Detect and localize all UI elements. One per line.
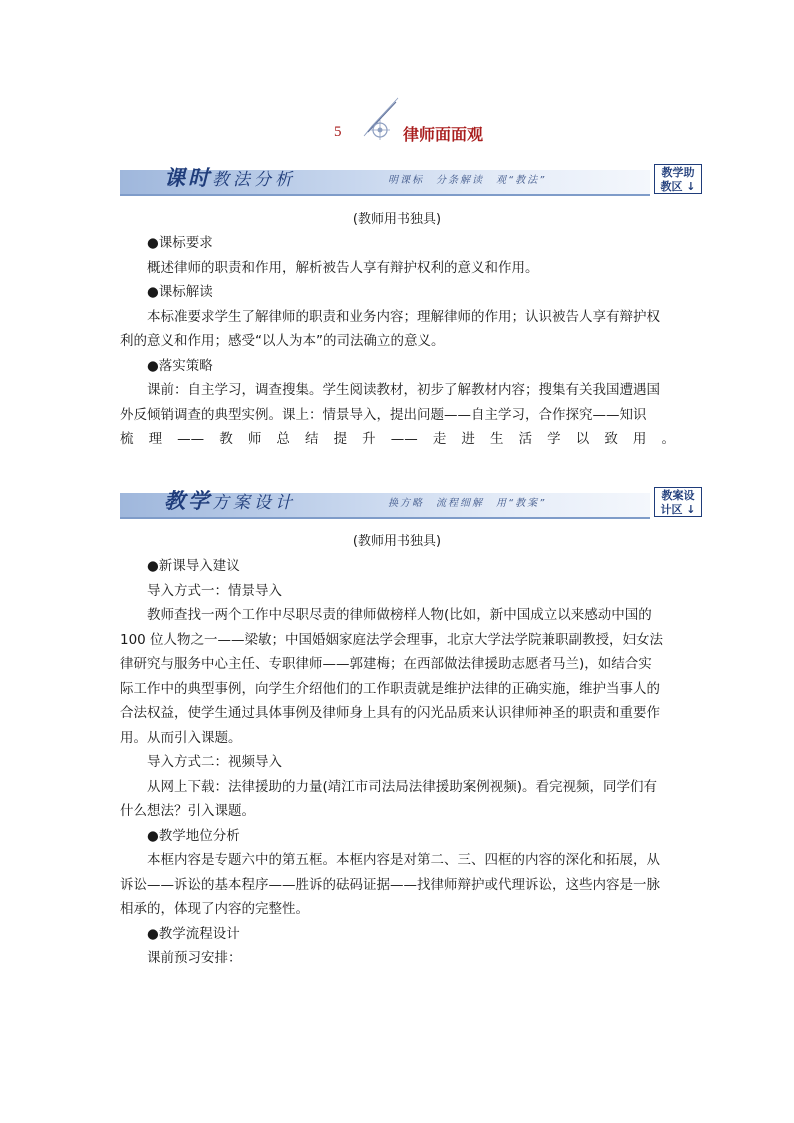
teacher-only-note: (教师用书独具) bbox=[352, 212, 442, 227]
section-lesson-analysis bbox=[120, 231, 675, 452]
paragraph-line: 课前：自主学习，调查搜集。学生阅读教材，初步了解教材内容；搜集有关我国遭遇国 bbox=[147, 382, 660, 398]
paragraph-line: 本标准要求学生了解律师的职责和业务内容；理解律师的作用；认识被告人享有辩护权 bbox=[147, 308, 660, 325]
paragraph-line: 利的意义和作用；感受“以人为本”的司法确立的意义。 bbox=[120, 333, 445, 349]
banner-heading-rest: 方案设计 bbox=[212, 493, 296, 513]
paragraph-line: 本框内容是专题六中的第五框。本框内容是对第二、三、四框的内容的深化和拓展，从 bbox=[147, 852, 660, 868]
banner-teaching-plan bbox=[120, 487, 704, 521]
heading-curriculum-interpretation: ●课标解读 bbox=[147, 284, 213, 300]
heading-new-lesson-intro: ●新课导入建议 bbox=[147, 558, 240, 574]
box-line-1: 教学助 bbox=[661, 166, 695, 179]
paragraph-line: 教师查找一两个工作中尽职尽责的律师做榜样人物(比如，新中国成立以来感动中国的 bbox=[147, 607, 652, 623]
lesson-plan-zone-link[interactable] bbox=[654, 487, 702, 517]
section-teaching-plan bbox=[120, 554, 675, 971]
banner-tagline: 明课标 分条解读 观“教法” bbox=[388, 175, 547, 186]
banner-heading bbox=[164, 162, 296, 192]
heading-curriculum-requirement: ●课标要求 bbox=[147, 235, 213, 251]
lesson-title bbox=[0, 96, 794, 156]
paragraph-line: 100 位人物之一——梁敏；中国婚姻家庭法学会理事，北京大学法学院兼职副教授，妇女法 bbox=[120, 631, 664, 648]
box-line-2: 计区 ↓ bbox=[660, 503, 696, 516]
paragraph-line: 际工作中的典型事例，向学生介绍他们的工作职责就是维护法律的正确实施，维护当事人的 bbox=[120, 680, 660, 697]
pen-compass-icon bbox=[358, 96, 402, 142]
pre-class-arrangement: 课前预习安排： bbox=[147, 950, 242, 966]
paragraph-line: 诉讼——诉讼的基本程序——胜诉的砝码证据——找律师辩护或代理诉讼，这些内容是一脉 bbox=[120, 876, 660, 893]
paragraph-line: 律研究与服务中心主任、专职律师——郭建梅；在西部做法律援助志愿者马兰)，如结合实 bbox=[120, 656, 652, 672]
box-line-1: 教案设 bbox=[661, 489, 695, 502]
intro-method-1: 导入方式一：情景导入 bbox=[147, 582, 282, 599]
banner-heading-first: 课时 bbox=[164, 165, 212, 190]
heading-teaching-flow: ●教学流程设计 bbox=[147, 925, 240, 942]
paragraph-line: 相承的，体现了内容的完整性。 bbox=[120, 901, 309, 917]
banner-heading bbox=[164, 485, 296, 515]
paragraph-line: 用。从而引入课题。 bbox=[120, 729, 242, 746]
banner-heading-first: 教学 bbox=[164, 488, 212, 513]
lesson-title-text: 律师面面观 bbox=[403, 125, 484, 144]
paragraph: 概述律师的职责和作用，解析被告人享有辩护权利的意义和作用。 bbox=[147, 259, 539, 276]
banner-tagline: 换方略 流程细解 用“教案” bbox=[388, 498, 547, 509]
heading-teaching-position: ●教学地位分析 bbox=[147, 827, 240, 844]
box-line-2: 教区 ↓ bbox=[660, 180, 696, 193]
lesson-number: 5 bbox=[334, 124, 342, 140]
teacher-only-note: (教师用书独具) bbox=[352, 534, 442, 549]
paragraph-line: 什么想法？引入课题。 bbox=[120, 803, 255, 819]
teaching-aid-zone-link[interactable] bbox=[654, 164, 702, 194]
paragraph-line: 外反倾销调查的典型实例。课上：情景导入，提出问题——自主学习，合作探究——知识 bbox=[120, 406, 647, 423]
heading-implementation-strategy: ●落实策略 bbox=[147, 357, 213, 374]
paragraph-line: 从网上下载：法律援助的力量(靖江市司法局法律援助案例视频)。看完视频，同学们有 bbox=[147, 778, 658, 795]
paragraph-line: 梳理——教师总结提升——走进生活学以致用。 bbox=[120, 431, 675, 447]
paragraph-line: 合法权益，使学生通过具体事例及律师身上具有的闪光品质来认识律师神圣的职责和重要作 bbox=[120, 705, 660, 721]
banner-heading-rest: 教法分析 bbox=[212, 170, 296, 190]
banner-lesson-analysis bbox=[120, 164, 704, 198]
intro-method-2: 导入方式二：视频导入 bbox=[147, 754, 282, 770]
